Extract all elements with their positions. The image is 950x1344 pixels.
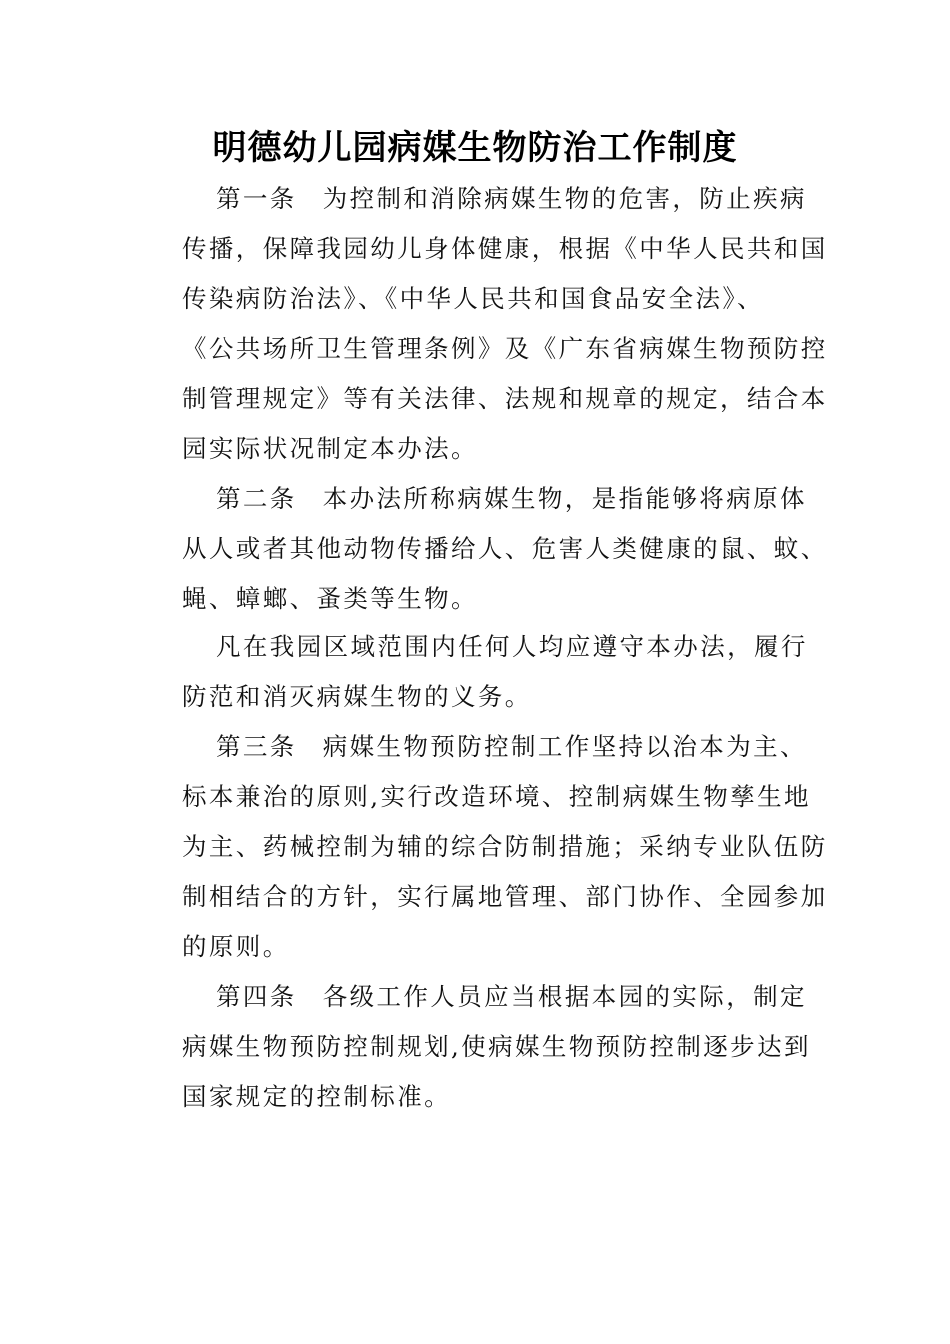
article-2-first-line (216, 474, 807, 524)
article-1-line: 传播，保障我园幼儿身体健康，根据《中华人民共和国 (182, 234, 828, 263)
article-3-first-line (216, 722, 807, 772)
article-1-line: 《公共场所卫生管理条例》及《广东省病媒生物预防控 (182, 334, 828, 363)
article-3-line: 制相结合的方针，实行属地管理、部门协作、全园参加 (182, 882, 828, 911)
article-1-text: 为控制和消除病媒生物的危害，防止疾病 (322, 184, 807, 213)
article-3-label: 第三条 (216, 732, 297, 761)
paragraph-line: 凡在我园区域范围内任何人均应遵守本办法，履行 (216, 632, 808, 661)
article-1-label: 第一条 (216, 184, 297, 213)
article-2-line: 蝇、蟑螂、蚤类等生物。 (182, 584, 478, 613)
article-2-line: 从人或者其他动物传播给人、危害人类健康的鼠、蚊、 (182, 534, 828, 563)
article-4-label: 第四条 (216, 982, 297, 1011)
article-3-text: 病媒生物预防控制工作坚持以治本为主、 (322, 732, 807, 761)
article-4-line: 病媒生物预防控制规划,使病媒生物预防控制逐步达到 (182, 1032, 811, 1061)
article-1-line: 制管理规定》等有关法律、法规和规章的规定，结合本 (182, 384, 828, 413)
article-4-text: 各级工作人员应当根据本园的实际，制定 (322, 982, 807, 1011)
document-title: 明德幼儿园病媒生物防治工作制度 (212, 128, 738, 168)
article-1-line: 园实际状况制定本办法。 (182, 434, 478, 463)
paragraph-line: 防范和消灭病媒生物的义务。 (182, 682, 532, 711)
article-4-first-line (216, 972, 807, 1022)
article-3-line: 标本兼治的原则,实行改造环境、控制病媒生物孳生地 (182, 782, 811, 811)
article-1-first-line (216, 174, 807, 224)
article-2-label: 第二条 (216, 484, 297, 513)
article-1-line: 传染病防治法》、《中华人民共和国食品安全法》、 (182, 284, 764, 313)
article-3-line: 的原则。 (182, 932, 290, 961)
article-4-line: 国家规定的控制标准。 (182, 1082, 451, 1111)
article-3-line: 为主、药械控制为辅的综合防制措施；采纳专业队伍防 (182, 832, 828, 861)
article-2-text: 本办法所称病媒生物，是指能够将病原体 (322, 484, 807, 513)
